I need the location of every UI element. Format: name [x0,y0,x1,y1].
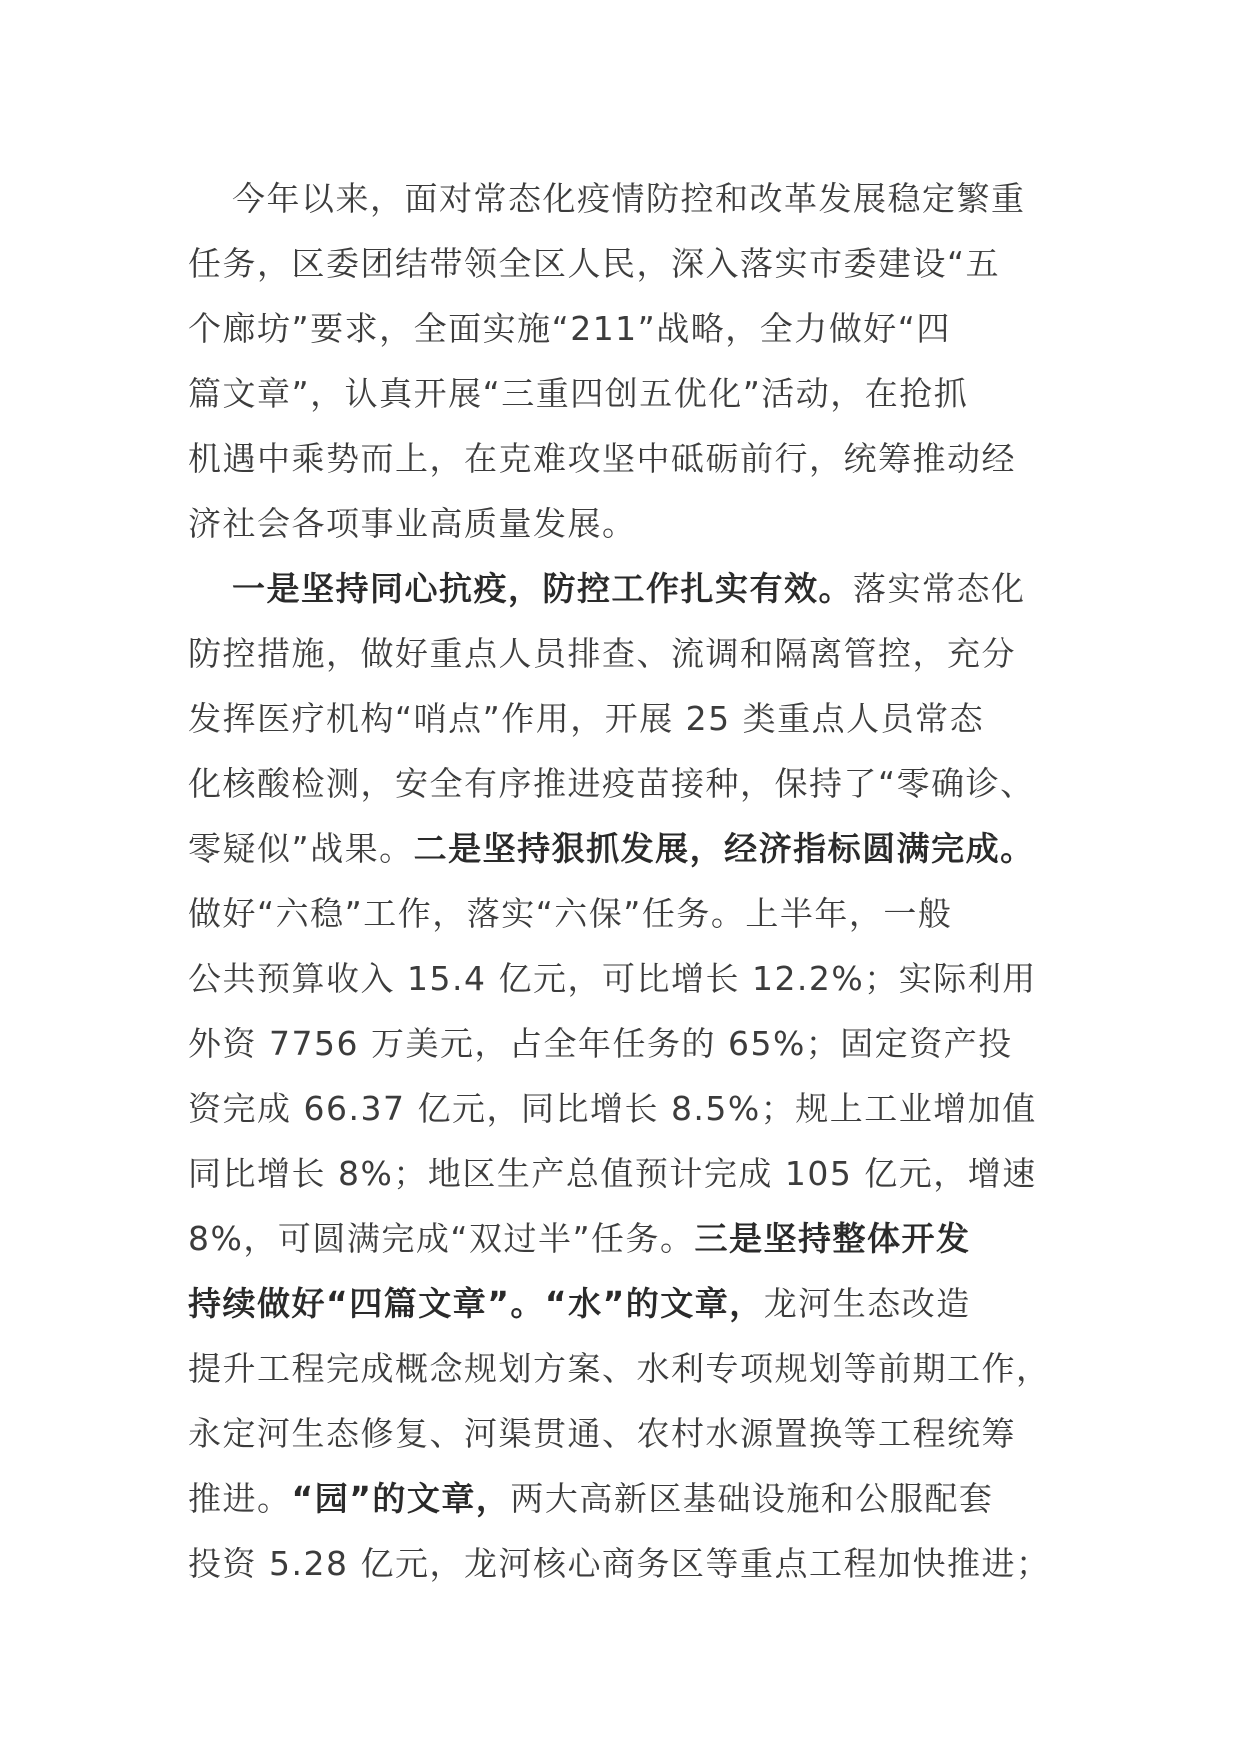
paragraph-1-line-3: 个廊坊”要求，全面实施“211”战略，全力做好“四 [188,309,951,348]
paragraph-2-line-6: 做好“六稳”工作，落实“六保”任务。上半年，一般 [188,894,953,933]
paragraph-1-line-2: 任务，区委团结带领全区人民，深入落实市委建设“五 [188,244,1001,283]
paragraph-2-line-10: 同比增长 8%；地区生产总值预计完成 105 亿元，增速 [188,1154,1037,1193]
paragraph-2-line-13: 提升工程完成概念规划方案、水利专项规划等前期工作， [188,1349,1051,1388]
paragraph-2-line-2: 防控措施，做好重点人员排查、流调和隔离管控，充分 [188,634,1016,673]
paragraph-2-line-11-text: 8%，可圆满完成“双过半”任务。 [188,1219,695,1258]
paragraph-2-line-15-text: 推进。 [188,1479,292,1518]
paragraph-2-line-8: 外资 7756 万美元，占全年任务的 65%；固定资产投 [188,1024,1013,1063]
paragraph-2-line-15-text-2: 两大高新区基础设施和公服配套 [510,1479,994,1518]
paragraph-2-line-4: 化核酸检测，安全有序推进疫苗接种，保持了“零确诊、 [188,764,1035,803]
heading-three-continued: 持续做好“四篇文章”。“水”的文章， [188,1284,764,1323]
paragraph-2-line-16: 投资 5.28 亿元，龙河核心商务区等重点工程加快推进； [188,1544,1051,1583]
subheading-yuan: “园”的文章， [291,1479,511,1518]
paragraph-2-line-12 [188,1271,1068,1336]
paragraph-2-line-5-text: 零疑似”战果。 [188,829,414,868]
heading-three: 三是坚持整体开发 [694,1219,971,1258]
paragraph-1-line-4: 篇文章”，认真开展“三重四创五优化”活动，在抢抓 [188,374,969,413]
paragraph-2-line-11 [188,1206,1068,1271]
paragraph-2-line-15 [188,1466,1068,1531]
document-body [188,166,1068,1596]
paragraph-2-line-9: 资完成 66.37 亿元，同比增长 8.5%；规上工业增加值 [188,1089,1037,1128]
paragraph-2-line-3: 发挥医疗机构“哨点”作用，开展 25 类重点人员常态 [188,699,985,738]
paragraph-1-line-1: 今年以来，面对常态化疫情防控和改革发展稳定繁重 [232,179,1026,218]
paragraph-2-line-7: 公共预算收入 15.4 亿元，可比增长 12.2%；实际利用 [188,959,1037,998]
paragraph-2-line-12-text: 龙河生态改造 [763,1284,971,1323]
paragraph-2-line-1-text: 落实常态化 [853,569,1026,608]
paragraph-2-line-14: 永定河生态修复、河渠贯通、农村水源置换等工程统筹 [188,1414,1016,1453]
heading-one: 一是坚持同心抗疫，防控工作扎实有效。 [232,569,853,608]
paragraph-2-line-1 [188,556,1068,621]
paragraph-1-line-5: 机遇中乘势而上，在克难攻坚中砥砺前行，统筹推动经 [188,439,1016,478]
paragraph-2-line-5 [188,816,1068,881]
paragraph-1-line-6: 济社会各项事业高质量发展。 [188,504,637,543]
heading-two: 二是坚持狠抓发展，经济指标圆满完成。 [413,829,1035,868]
